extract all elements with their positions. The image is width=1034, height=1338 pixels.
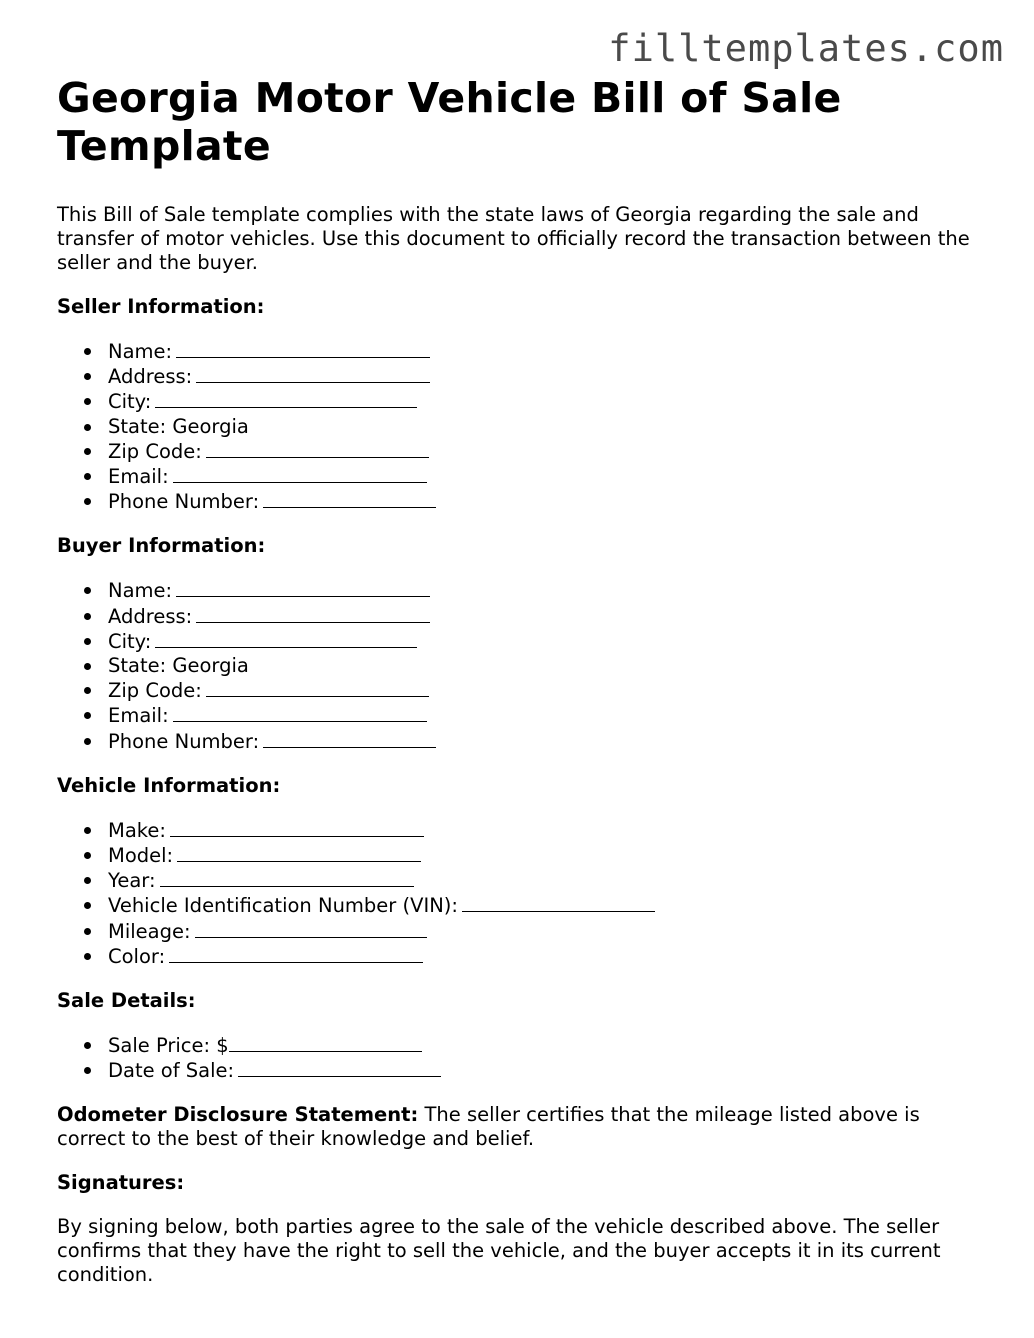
sale-section-heading: Sale Details:: [57, 989, 196, 1013]
buyer-name-blank[interactable]: [176, 578, 430, 597]
seller-address-item: [108, 364, 977, 389]
seller-email-item: [108, 464, 977, 489]
seller-zip-item: [108, 439, 977, 464]
seller-city-blank[interactable]: [155, 389, 417, 408]
vehicle-color-item: [108, 944, 977, 969]
vehicle-mileage-item: [108, 919, 977, 944]
buyer-state-label: State: Georgia: [108, 654, 249, 678]
buyer-email-blank[interactable]: [173, 703, 427, 722]
seller-zip-label: Zip Code:: [108, 439, 202, 463]
seller-state-label: State: Georgia: [108, 414, 249, 438]
vehicle-vin-label: Vehicle Identification Number (VIN):: [108, 894, 458, 918]
seller-phone-blank[interactable]: [263, 489, 436, 508]
site-watermark: filltemplates.com: [608, 27, 1004, 70]
vehicle-mileage-label: Mileage:: [108, 919, 191, 943]
odometer-paragraph: [57, 1103, 977, 1151]
buyer-name-label: Name:: [108, 579, 173, 603]
sale-date-label: Date of Sale:: [108, 1059, 235, 1083]
vehicle-color-label: Color:: [108, 944, 166, 968]
buyer-name-item: [108, 578, 977, 603]
seller-city-item: [108, 389, 977, 414]
vehicle-year-item: [108, 868, 977, 893]
sale-price-label: Sale Price: $: [108, 1034, 229, 1058]
vehicle-year-label: Year:: [108, 869, 156, 893]
buyer-email-item: [108, 703, 977, 728]
buyer-city-item: [108, 629, 977, 654]
vehicle-color-blank[interactable]: [169, 944, 423, 963]
buyer-state-item: [108, 654, 977, 678]
seller-address-blank[interactable]: [196, 364, 430, 383]
signatures-section-heading: Signatures:: [57, 1171, 185, 1195]
sale-field-list: [57, 1033, 977, 1083]
buyer-zip-item: [108, 678, 977, 703]
seller-section-heading: Seller Information:: [57, 295, 265, 318]
seller-address-label: Address:: [108, 365, 193, 389]
buyer-field-list: [57, 578, 977, 753]
vehicle-field-list: [57, 818, 977, 969]
vehicle-mileage-blank[interactable]: [195, 919, 427, 938]
buyer-city-blank[interactable]: [155, 629, 417, 648]
buyer-zip-blank[interactable]: [206, 678, 429, 697]
buyer-zip-label: Zip Code:: [108, 679, 202, 703]
seller-field-list: [57, 339, 977, 514]
buyer-address-blank[interactable]: [196, 604, 430, 623]
seller-email-label: Email:: [108, 465, 169, 489]
sale-price-blank[interactable]: [229, 1033, 422, 1052]
sale-date-item: [108, 1058, 977, 1083]
seller-city-label: City:: [108, 390, 152, 414]
intro-paragraph: This Bill of Sale template complies with the state laws of Georgia regarding the sale and transfer of motor vehicles. Use this document to officially record the transaction between the seller and the buyer.: [57, 203, 970, 274]
vehicle-vin-blank[interactable]: [462, 893, 655, 912]
seller-state-item: [108, 415, 977, 439]
document-body: [57, 74, 977, 1287]
odometer-text: The seller certifies that the mileage listed above is correct to the best of their knowledge and belief.: [57, 1103, 920, 1151]
vehicle-make-label: Make:: [108, 818, 166, 842]
seller-name-item: [108, 339, 977, 364]
buyer-phone-label: Phone Number:: [108, 729, 260, 753]
vehicle-vin-item: [108, 893, 977, 918]
vehicle-model-label: Model:: [108, 844, 174, 868]
seller-name-blank[interactable]: [176, 339, 430, 358]
seller-phone-label: Phone Number:: [108, 490, 260, 514]
vehicle-model-blank[interactable]: [177, 843, 421, 862]
seller-email-blank[interactable]: [173, 464, 427, 483]
signatures-paragraph: By signing below, both parties agree to the sale of the vehicle described above. The seller confirms that they have the right to sell the vehicle, and the buyer accepts it in its current condition.: [57, 1215, 941, 1287]
buyer-section-heading: Buyer Information:: [57, 534, 266, 558]
buyer-phone-item: [108, 729, 977, 754]
seller-zip-blank[interactable]: [206, 439, 429, 458]
page-title: Georgia Motor Vehicle Bill of Sale Template: [57, 74, 842, 170]
buyer-address-item: [108, 604, 977, 629]
odometer-heading: Odometer Disclosure Statement:: [57, 1103, 419, 1127]
sale-date-blank[interactable]: [238, 1058, 441, 1077]
vehicle-year-blank[interactable]: [160, 868, 414, 887]
vehicle-model-item: [108, 843, 977, 868]
buyer-city-label: City:: [108, 629, 152, 653]
vehicle-section-heading: Vehicle Information:: [57, 773, 281, 797]
seller-phone-item: [108, 489, 977, 514]
buyer-email-label: Email:: [108, 704, 169, 728]
vehicle-make-blank[interactable]: [170, 818, 424, 837]
sale-price-item: [108, 1033, 977, 1058]
buyer-address-label: Address:: [108, 604, 193, 628]
vehicle-make-item: [108, 818, 977, 843]
seller-name-label: Name:: [108, 340, 173, 363]
buyer-phone-blank[interactable]: [263, 729, 436, 748]
